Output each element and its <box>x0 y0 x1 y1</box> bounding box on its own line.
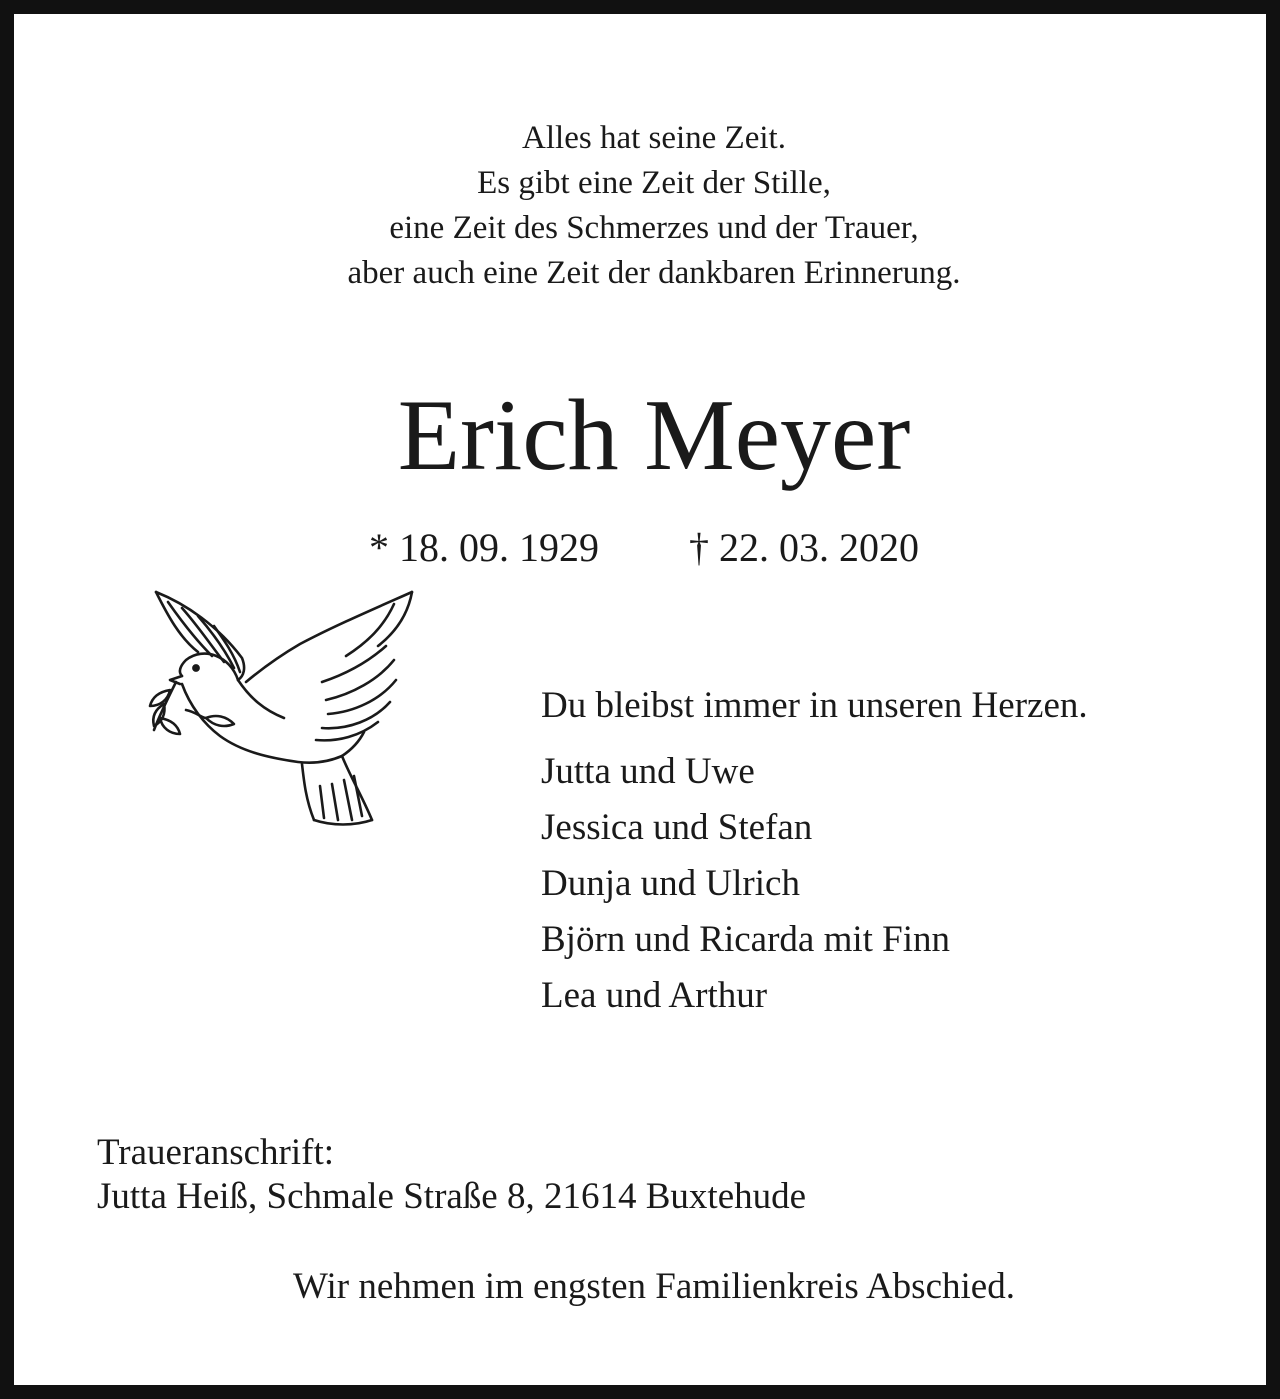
poem <box>14 116 1280 296</box>
poem-line: Es gibt eine Zeit der Stille, <box>477 165 831 201</box>
address-line: Jutta Heiß, Schmale Straße 8, 21614 Buxtehude <box>97 1176 807 1217</box>
poem-line: Alles hat seine Zeit. <box>522 120 786 156</box>
list-item: Jessica und Stefan <box>541 807 813 848</box>
address-label: Traueranschrift: <box>97 1132 335 1173</box>
deceased-name: Erich Meyer <box>397 379 911 492</box>
birth-date: * 18. 09. 1929 <box>369 525 599 570</box>
list-item: Lea und Arthur <box>541 975 768 1016</box>
poem-line: aber auch eine Zeit der dankbaren Erinnerung. <box>347 255 961 291</box>
farewell-motto: Du bleibst immer in unseren Herzen. <box>541 685 1088 726</box>
list-item: Dunja und Ulrich <box>541 863 800 904</box>
mourning-address <box>97 1131 806 1219</box>
closing-note: Wir nehmen im engsten Familienkreis Abschied. <box>293 1266 1015 1307</box>
death-date: † 22. 03. 2020 <box>689 525 919 570</box>
family-list <box>541 744 1088 1024</box>
list-item: Jutta und Uwe <box>541 751 755 792</box>
list-item: Björn und Ricarda mit Finn <box>541 919 951 960</box>
poem-line: eine Zeit des Schmerzes und der Trauer, <box>389 210 919 246</box>
mourners-block <box>541 680 1088 1024</box>
dove-with-olive-branch-icon <box>146 586 421 831</box>
